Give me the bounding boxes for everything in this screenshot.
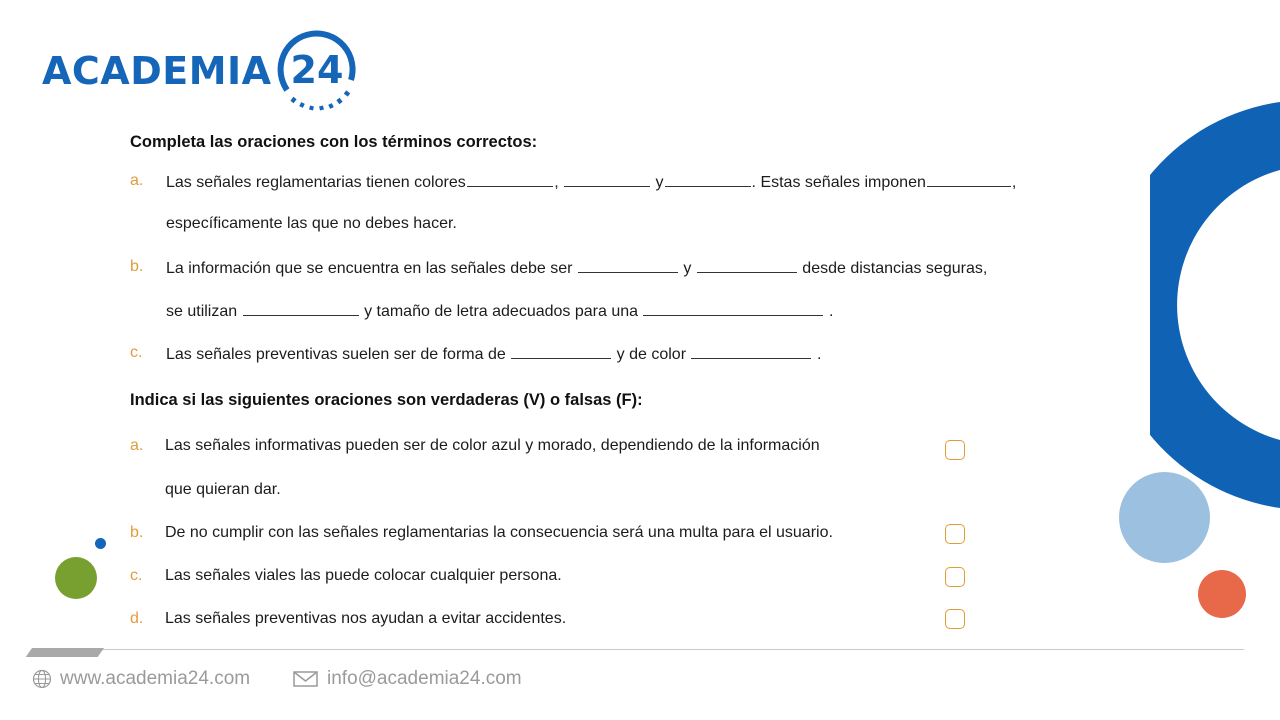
sentence-line — [166, 301, 833, 321]
answer-blank[interactable] — [511, 344, 611, 359]
answer-blank[interactable] — [697, 258, 797, 273]
statement-text: Las señales informativas pueden ser de color azul y morado, dependiendo de la información — [165, 437, 820, 454]
true-false-checkbox[interactable] — [945, 524, 965, 544]
answer-blank[interactable] — [691, 344, 811, 359]
section2-heading: Indica si las siguientes oraciones son verdaderas (V) o falsas (F): — [130, 391, 643, 409]
sentence-line — [166, 172, 1016, 192]
text-segment: , — [1011, 174, 1017, 191]
website-link[interactable]: www.academia24.com — [60, 668, 251, 689]
light-blue-circle — [1119, 472, 1210, 563]
sentence-line — [166, 215, 457, 233]
answer-blank[interactable] — [927, 172, 1011, 187]
brand-number: 24 — [290, 48, 344, 92]
text-segment: Las señales reglamentarias tienen colores — [166, 174, 466, 191]
text-segment: Las señales preventivas suelen ser de forma de — [166, 346, 506, 363]
brand-name: ACADEMIA — [42, 49, 272, 93]
true-false-checkbox[interactable] — [945, 609, 965, 629]
answer-blank[interactable] — [643, 301, 823, 316]
text-segment: La información que se encuentra en las señales debe ser — [166, 260, 573, 277]
text-segment: y de color — [616, 346, 687, 363]
small-blue-dot — [95, 538, 106, 549]
statement-text: Las señales preventivas nos ayudan a evitar accidentes. — [165, 610, 567, 627]
answer-blank[interactable] — [578, 258, 678, 273]
footer-website[interactable] — [32, 668, 250, 690]
text-segment: . Estas señales imponen — [751, 174, 926, 191]
coral-circle — [1198, 570, 1246, 618]
text-segment: , — [554, 174, 559, 191]
green-circle — [55, 557, 97, 599]
item-marker: d. — [130, 610, 144, 627]
email-link[interactable]: info@academia24.com — [327, 668, 522, 689]
text-segment: . — [828, 303, 834, 320]
text-segment: y — [683, 260, 692, 277]
envelope-icon — [293, 670, 319, 688]
answer-blank[interactable] — [564, 172, 650, 187]
footer-divider — [32, 649, 1244, 650]
statement-text: De no cumplir con las señales reglamentarias la consecuencia será una multa para el usuario. — [165, 524, 833, 541]
large-arc-decoration — [1150, 100, 1280, 510]
text-segment: desde distancias seguras, — [802, 260, 988, 277]
text-segment: . — [816, 346, 822, 363]
item-marker: c. — [130, 344, 143, 361]
answer-blank[interactable] — [665, 172, 751, 187]
text-segment: y — [655, 174, 664, 191]
section1-heading: Completa las oraciones con los términos correctos: — [130, 133, 538, 151]
statement-text: Las señales viales las puede colocar cualquier persona. — [165, 567, 562, 584]
item-marker: c. — [130, 567, 143, 584]
footer-email[interactable] — [293, 668, 522, 690]
sentence-line — [166, 344, 821, 364]
statement-text: que quieran dar. — [165, 481, 281, 498]
true-false-checkbox[interactable] — [945, 567, 965, 587]
footer-tab-accent — [26, 648, 104, 657]
true-false-checkbox[interactable] — [945, 440, 965, 460]
sentence-line — [166, 258, 987, 278]
item-marker: a. — [130, 437, 144, 454]
item-marker: b. — [130, 524, 144, 541]
item-marker: a. — [130, 172, 144, 189]
answer-blank[interactable] — [467, 172, 553, 187]
logo-ring-icon — [275, 28, 359, 112]
brand-logo — [42, 28, 362, 112]
item-marker: b. — [130, 258, 144, 275]
answer-blank[interactable] — [243, 301, 359, 316]
globe-icon — [32, 669, 52, 689]
text-segment: y tamaño de letra adecuados para una — [364, 303, 639, 320]
text-segment: se utilizan — [166, 303, 238, 320]
text-segment: específicamente las que no debes hacer. — [166, 215, 457, 232]
